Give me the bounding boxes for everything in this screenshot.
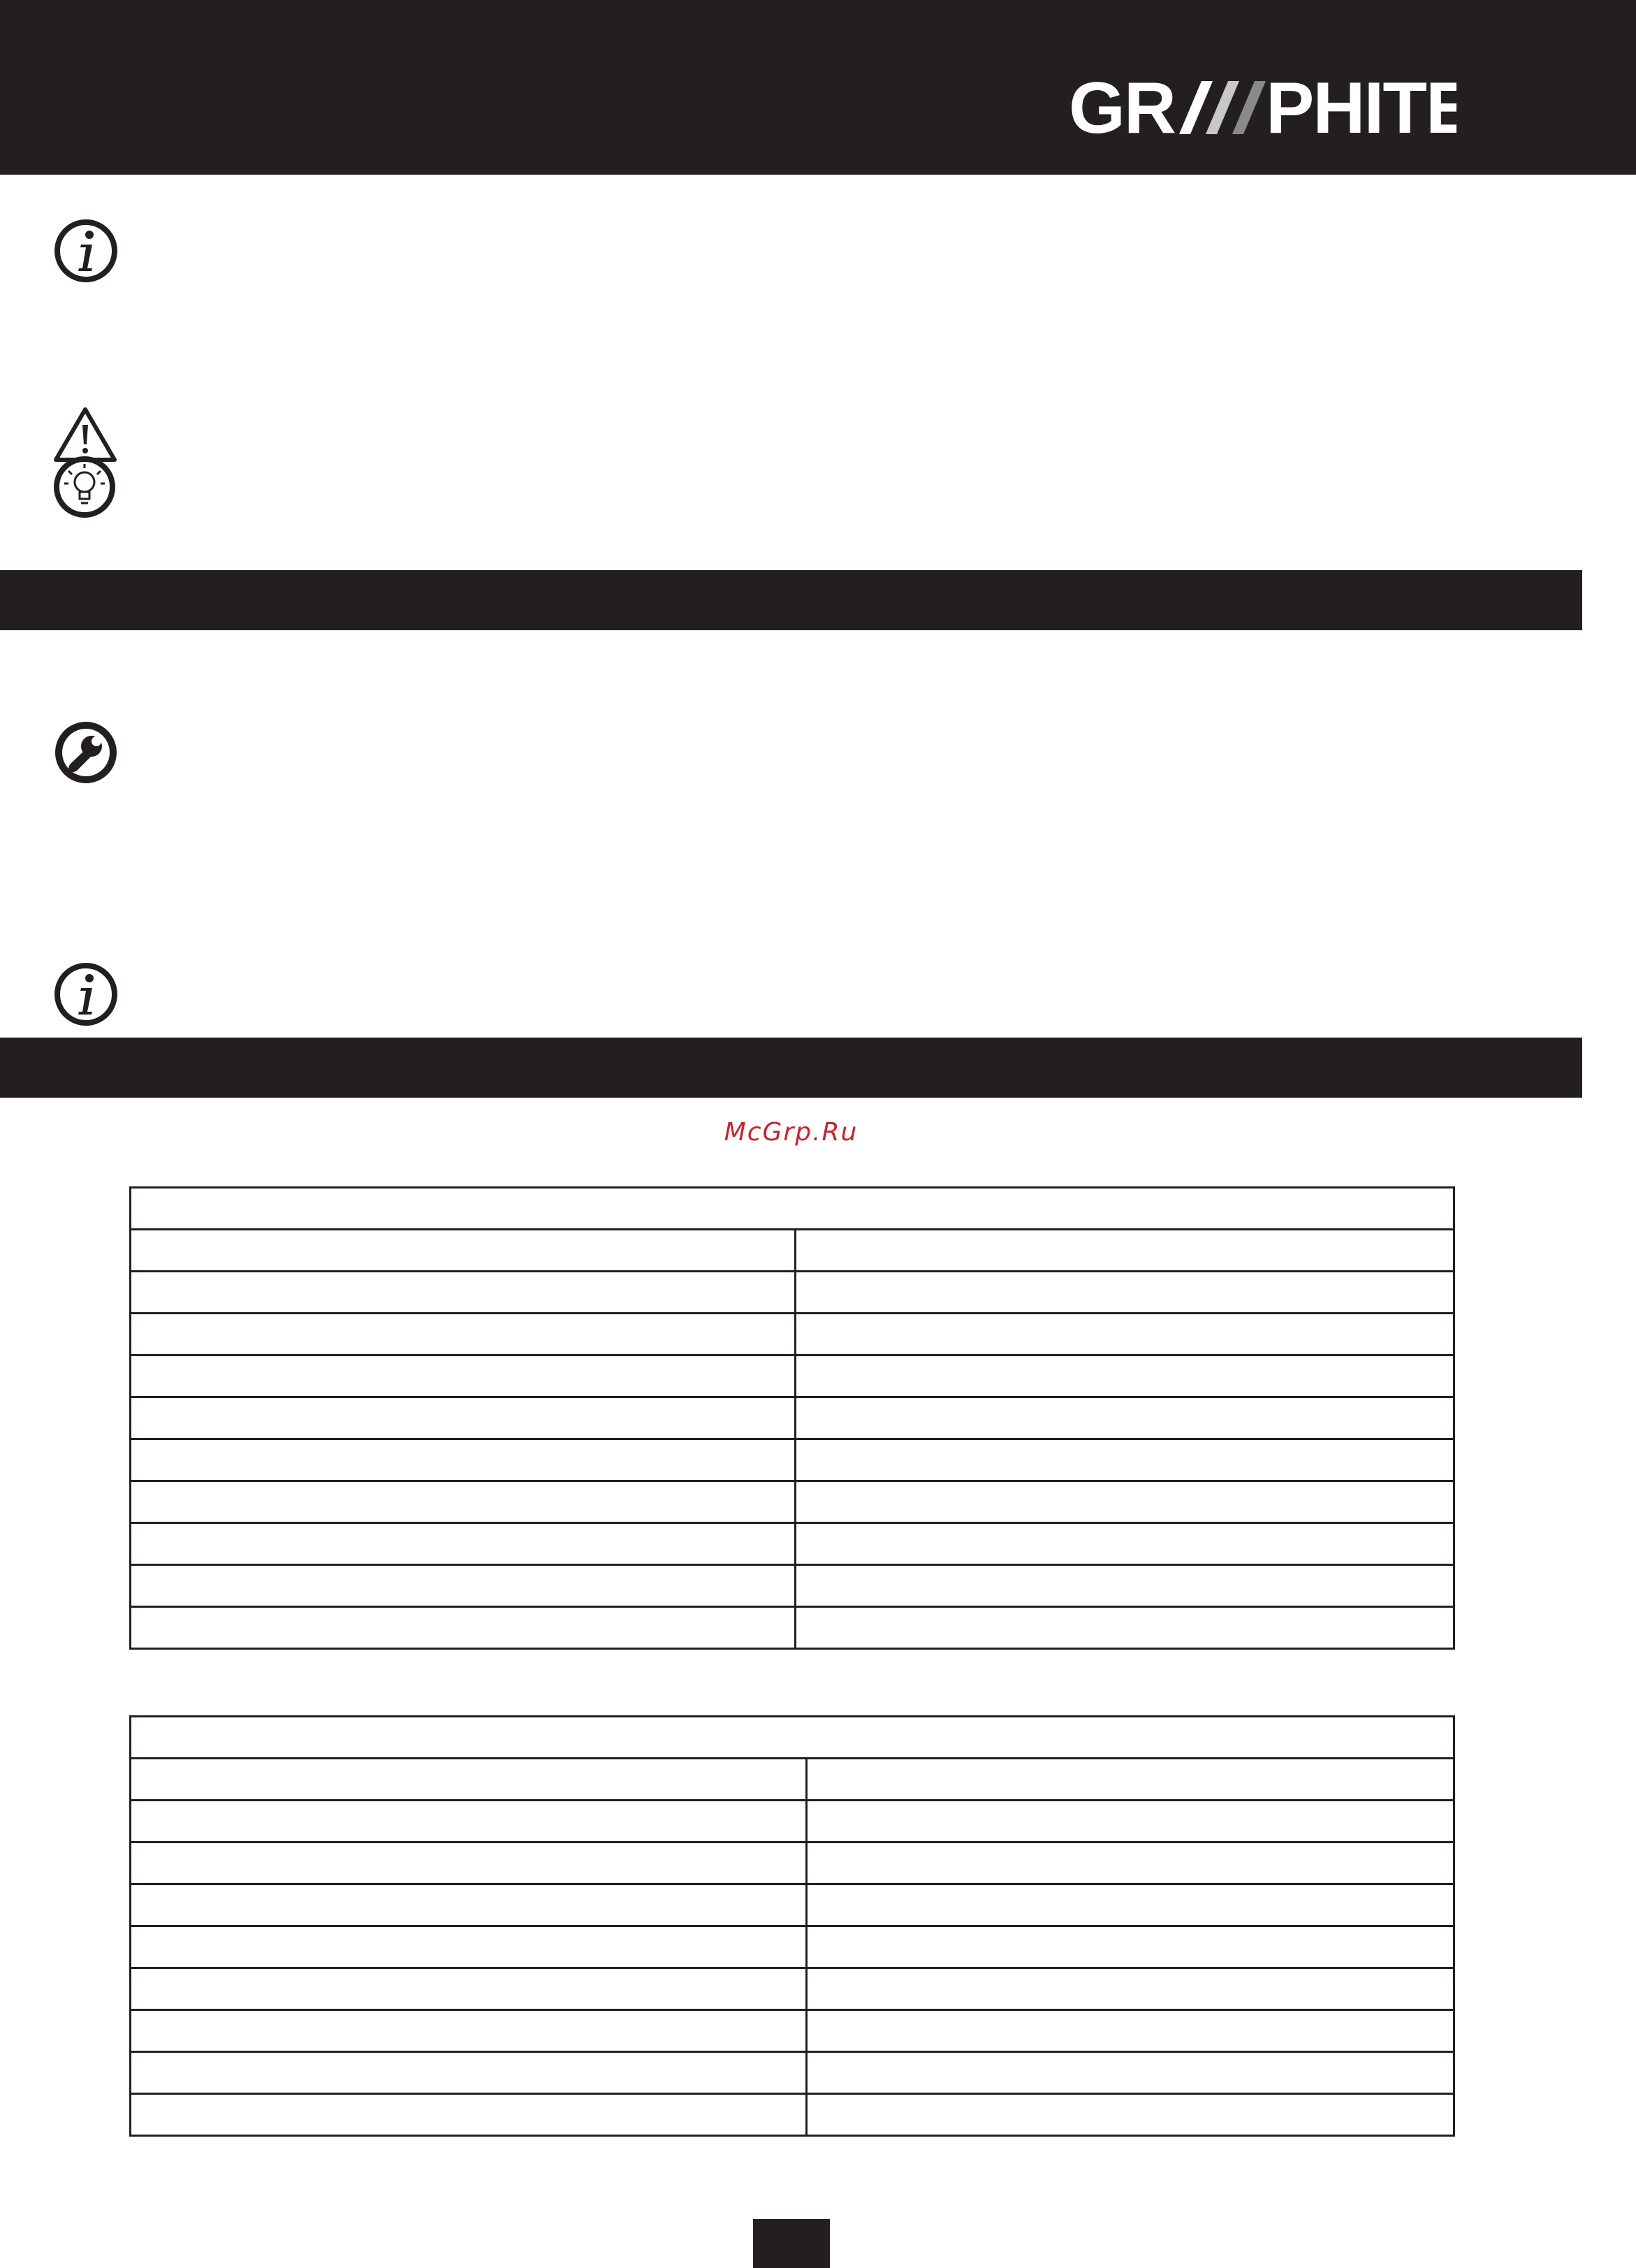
table-header-row [131, 1717, 1454, 1759]
parameter-cell [131, 1926, 807, 1968]
parameter-cell [131, 1523, 796, 1565]
value-cell [807, 2094, 1454, 2136]
logo-text-phite: PHITE [1266, 77, 1456, 140]
page-number-box [753, 2219, 830, 2268]
table-row [131, 1230, 1454, 1272]
parameter-cell [131, 1397, 796, 1439]
spec-table-1 [129, 1186, 1455, 1650]
wrench-service-icon [53, 720, 119, 785]
table-row [131, 1314, 1454, 1355]
parameter-cell [131, 1968, 807, 2010]
table-row [131, 1926, 1454, 1968]
table-header-row [131, 1188, 1454, 1230]
logo-slash-3 [1232, 81, 1266, 134]
parameter-cell [131, 2052, 807, 2094]
value-cell [807, 1884, 1454, 1926]
lightbulb-tip-icon [52, 454, 117, 520]
table-row [131, 1801, 1454, 1842]
logo-slash-2 [1206, 81, 1239, 134]
parameter-cell [131, 1607, 796, 1649]
logo-text-gr: GR [1069, 77, 1175, 140]
parameter-cell [131, 1272, 796, 1314]
watermark-text: McGrp.Ru [724, 1118, 859, 1147]
value-cell [796, 1314, 1454, 1355]
parameter-cell [131, 1230, 796, 1272]
parameter-cell [131, 1314, 796, 1355]
value-cell [807, 1759, 1454, 1801]
value-cell [807, 1842, 1454, 1884]
section-header-bar [0, 570, 1582, 630]
header-bar [0, 0, 1636, 175]
parameter-cell [131, 1759, 807, 1801]
parameter-cell [131, 1439, 796, 1481]
parameter-cell [131, 1481, 796, 1523]
graphite-logo-mark [1069, 77, 1456, 140]
table-row [131, 2052, 1454, 2094]
table-row [131, 1355, 1454, 1397]
value-cell [807, 2010, 1454, 2052]
logo-slash-1 [1179, 81, 1213, 134]
table-row [131, 2094, 1454, 2136]
table-header-cell [131, 1188, 1454, 1230]
table-row [131, 1607, 1454, 1649]
value-cell [807, 1968, 1454, 2010]
table-row [131, 1481, 1454, 1523]
value-cell [796, 1272, 1454, 1314]
info-icon [53, 218, 119, 284]
table-row [131, 1968, 1454, 2010]
table-row [131, 1842, 1454, 1884]
table-row [131, 1565, 1454, 1607]
table-row [131, 1523, 1454, 1565]
table-row [131, 1397, 1454, 1439]
table-row [131, 1759, 1454, 1801]
value-cell [796, 1439, 1454, 1481]
parameter-cell [131, 1801, 807, 1842]
value-cell [807, 1926, 1454, 1968]
parameter-cell [131, 1884, 807, 1926]
table-row [131, 1439, 1454, 1481]
parameter-cell [131, 2010, 807, 2052]
graphite-logo [1069, 77, 1456, 152]
value-cell [807, 1801, 1454, 1842]
value-cell [796, 1230, 1454, 1272]
value-cell [796, 1355, 1454, 1397]
table-row [131, 1272, 1454, 1314]
parameter-cell [131, 2094, 807, 2136]
parameter-cell [131, 1355, 796, 1397]
section-header-bar [0, 1038, 1582, 1098]
table-row [131, 2010, 1454, 2052]
parameter-cell [131, 1565, 796, 1607]
table-header-cell [131, 1717, 1454, 1759]
value-cell [807, 2052, 1454, 2094]
parameter-cell [131, 1842, 807, 1884]
table-row [131, 1884, 1454, 1926]
value-cell [796, 1523, 1454, 1565]
info-icon [53, 961, 119, 1027]
value-cell [796, 1481, 1454, 1523]
spec-table-2 [129, 1715, 1455, 2137]
value-cell [796, 1397, 1454, 1439]
value-cell [796, 1607, 1454, 1649]
value-cell [796, 1565, 1454, 1607]
